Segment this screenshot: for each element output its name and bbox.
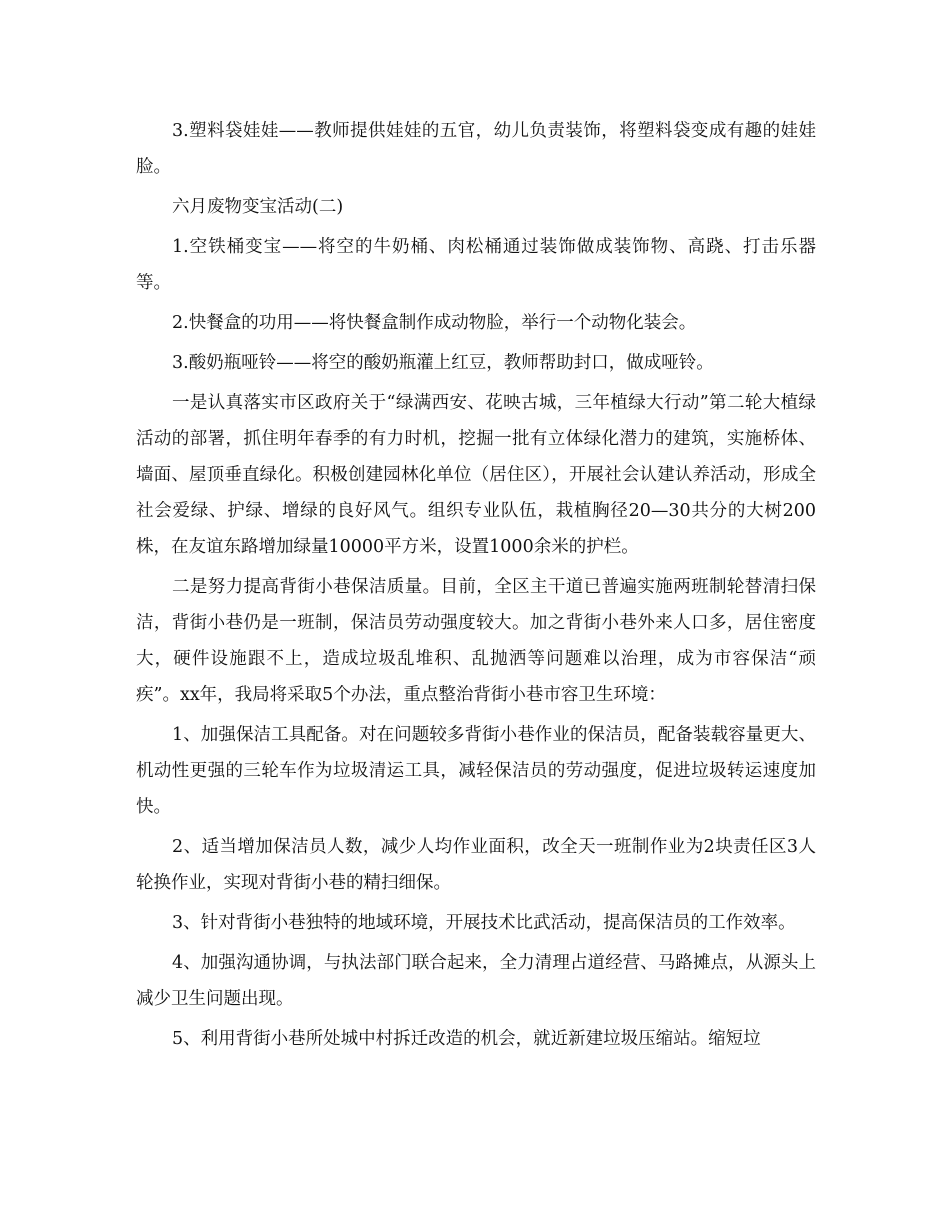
paragraph-alley-cleaning: 二是努力提高背街小巷保洁质量。目前，全区主干道已普遍实施两班制轮替清扫保洁，背街小巷仍是一班制，保洁员劳动强度较大。加之背街小巷外来人口多，居住密度大，硬件设施跟不上，造成垃圾乱堆积、乱抛洒等问题难以治理，成为市容保洁“顽疾”。xx年，我局将采取5个办法，重点整治背街小巷市容卫生环境： [136,577,816,705]
paragraph-measure-1: 1、加强保洁工具配备。对在问题较多背街小巷作业的保洁员，配备装载容量更大、机动性更强的三轮车作为垃圾清运工具，减轻保洁员的劳动强度，促进垃圾转运速度加快。 [136,725,816,817]
paragraph-measure-5: 5、利用背街小巷所处城中村拆迁改造的机会，就近新建垃圾压缩站。缩短垃 [172,1029,761,1049]
paragraph-measure-4: 4、加强沟通协调，与执法部门联合起来，全力清理占道经营、马路摊点，从源头上减少卫生问题出现。 [136,953,816,1009]
paragraph-empty-tin-can: 1.空铁桶变宝——将空的牛奶桶、肉松桶通过装饰做成装饰物、高跷、打击乐器等。 [136,237,816,293]
paragraph-measure-3: 3、针对背街小巷独特的地域环境，开展技术比武活动，提高保洁员的工作效率。 [172,913,796,933]
document-body [136,113,816,1061]
paragraph-greening-plan: 一是认真落实市区政府关于“绿满西安、花映古城，三年植绿大行动”第二轮大植绿活动的部署，抓住明年春季的有力时机，挖掘一批有立体绿化潜力的建筑，实施桥体、墙面、屋顶垂直绿化。积极创建园林化单位（居住区），开展社会认建认养活动，形成全社会爱绿、护绿、增绿的良好风气。组织专业队伍，栽植胸径20—30共分的大树200株，在友谊东路增加绿量10000平方米，设置1000余米的护栏。 [136,393,816,557]
paragraph-measure-2: 2、适当增加保洁员人数，减少人均作业面积，改全天一班制作业为2块责任区3人轮换作业，实现对背街小巷的精扫细保。 [136,837,816,893]
paragraph-fast-food-box: 2.快餐盒的功用——将快餐盒制作成动物脸，举行一个动物化装会。 [172,313,697,333]
paragraph-plastic-bag-doll: 3.塑料袋娃娃——教师提供娃娃的五官，幼儿负责装饰，将塑料袋变成有趣的娃娃脸。 [136,121,816,177]
section-heading-june-waste-activity: 六月废物变宝活动(二) [172,197,344,217]
paragraph-yogurt-bottle-dumbbell: 3.酸奶瓶哑铃——将空的酸奶瓶灌上红豆，教师帮助封口，做成哑铃。 [172,353,714,373]
